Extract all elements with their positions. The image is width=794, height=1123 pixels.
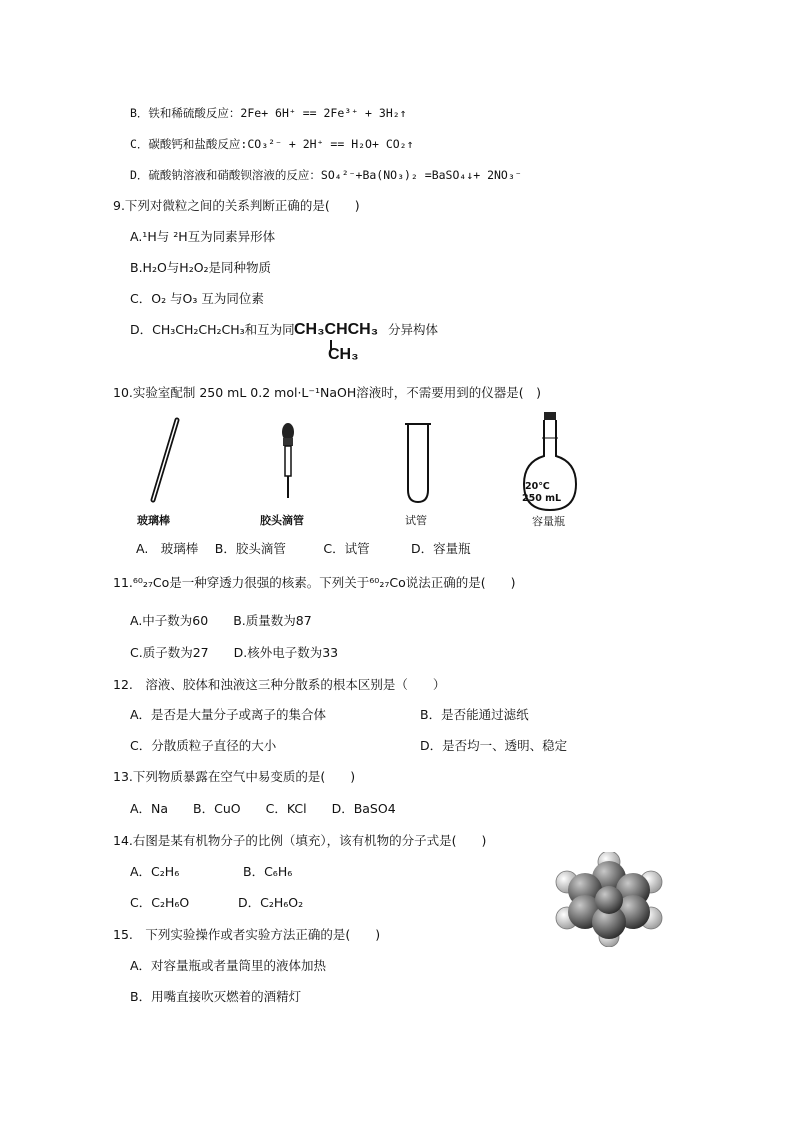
glass-rod-icon xyxy=(153,420,177,500)
q15-option-a: A．对容量瓶或者量筒里的液体加热 xyxy=(130,958,327,973)
dropper-icon xyxy=(282,423,294,498)
q8-option-c: C．碳酸钙和盐酸反应:CO₃²⁻ + 2H⁺ == H₂O+ CO₂↑ xyxy=(130,137,414,151)
q12-option-b: B．是否能通过滤纸 xyxy=(420,707,529,722)
q9-option-d-tail: 分异构体 xyxy=(388,322,439,337)
q8-option-d: D．硫酸钠溶液和硝酸钡溶液的反应：SO₄²⁻+Ba(NO₃)₂ =BaSO₄↓+ 2NO₃⁻ xyxy=(130,168,522,182)
q9-option-c: C．O₂ 与O₃ 互为同位素 xyxy=(130,291,264,306)
q8-option-b: B．铁和稀硫酸反应：2Fe+ 6H⁺ == 2Fe³⁺ + 3H₂↑ xyxy=(130,106,407,120)
q11-stem: 11.⁶⁰₂₇Co是一种穿透力很强的核素。下列关于⁶⁰₂₇Co说法正确的是( ) xyxy=(113,575,516,590)
q11-options-ab: A.中子数为60 B.质量数为87 xyxy=(130,613,312,628)
structure-main-chain: CH₃CHCH₃ xyxy=(294,321,379,338)
q14-option-d: D．C₂H₆O₂ xyxy=(238,895,304,910)
q9-option-d: D．CH₃CH₂CH₂CH₃和互为同 xyxy=(130,322,295,337)
q14-option-c: C．C₂H₆O xyxy=(130,895,190,910)
q12-option-d: D．是否均一、透明、稳定 xyxy=(420,738,568,753)
q9-option-b: B.H₂O与H₂O₂是同种物质 xyxy=(130,260,272,275)
q12-stem: 12. 溶液、胶体和浊液这三种分散系的根本区别是（ ） xyxy=(113,677,446,692)
q14-option-a: A．C₂H₆ xyxy=(130,864,180,879)
q15-stem: 15. 下列实验操作或者实验方法正确的是( ) xyxy=(113,927,381,942)
instruments-figure xyxy=(120,412,580,532)
molecule-model-icon xyxy=(553,852,665,947)
caption-flask: 容量瓶 xyxy=(532,515,565,528)
q13-stem: 13.下列物质暴露在空气中易变质的是( ) xyxy=(113,769,356,784)
q12-option-a: A．是否是大量分子或离子的集合体 xyxy=(130,707,327,722)
caption-glass-rod: 玻璃棒 xyxy=(137,514,170,527)
flask-label-temp: 20℃ xyxy=(525,481,550,492)
structure-branch: CH₃ xyxy=(328,346,359,363)
q13-options: A．Na B．CuO C．KCl D．BaSO4 xyxy=(130,801,396,816)
q10-options: A. 玻璃棒 B．胶头滴管 C．试管 D．容量瓶 xyxy=(136,541,471,556)
q14-stem: 14.右图是某有机物分子的比例（填充），该有机物的分子式是( ) xyxy=(113,833,487,848)
q15-option-b: B．用嘴直接吹灭燃着的酒精灯 xyxy=(130,989,302,1004)
caption-dropper: 胶头滴管 xyxy=(260,514,304,527)
q12-option-c: C．分散质粒子直径的大小 xyxy=(130,738,277,753)
q11-options-cd: C.质子数为27 D.核外电子数为33 xyxy=(130,645,339,660)
caption-test-tube: 试管 xyxy=(405,514,427,527)
flask-label-volume: 250 mL xyxy=(522,493,562,504)
test-tube-icon xyxy=(405,424,431,502)
q9-stem: 9.下列对微粒之间的关系判断正确的是( ) xyxy=(113,198,360,213)
q10-stem: 10.实验室配制 250 mL 0.2 mol·L⁻¹NaOH溶液时，不需要用到的仪器是( ) xyxy=(113,385,541,400)
q9-option-a: A.¹H与 ²H互为同素异形体 xyxy=(130,229,276,244)
q14-option-b: B．C₆H₆ xyxy=(243,864,293,879)
